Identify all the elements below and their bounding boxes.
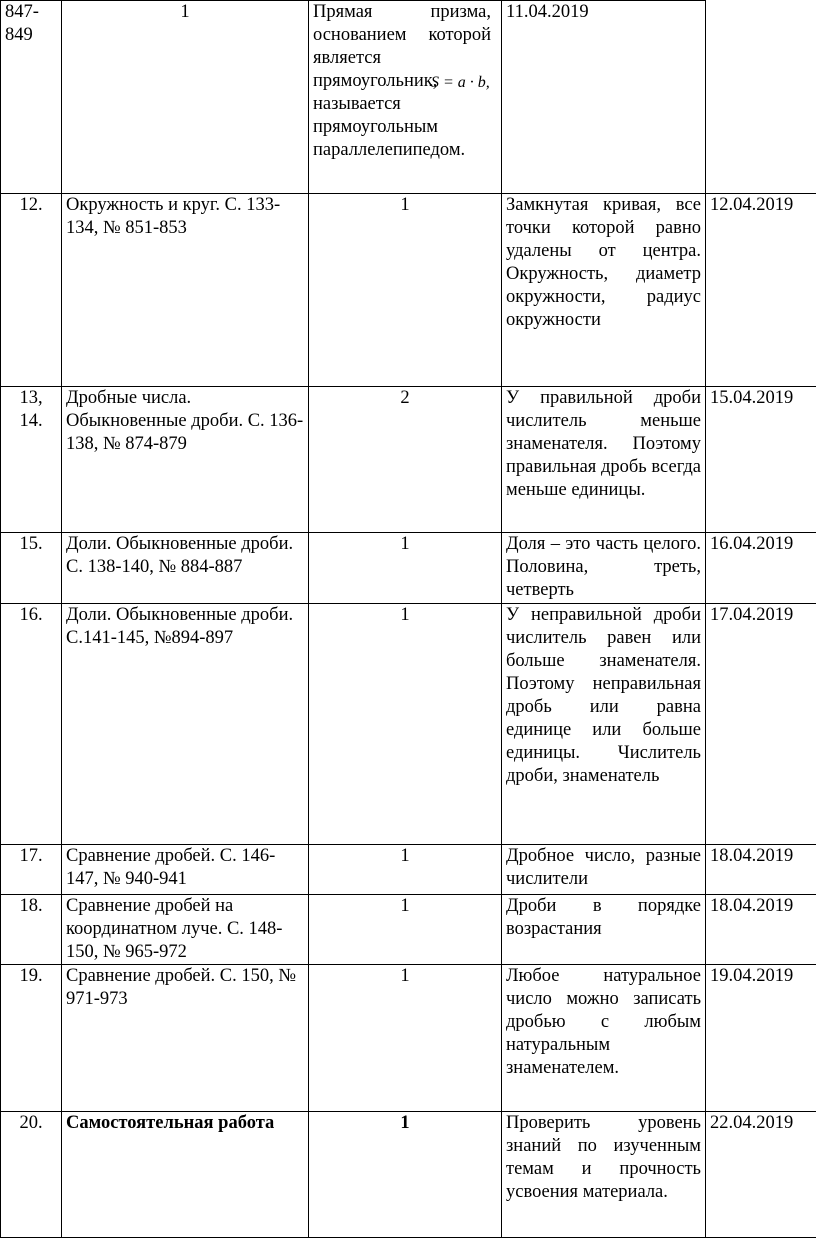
row-description: Доля – это часть целого. Половина, треть, четверть <box>502 533 706 604</box>
row-hours: 1 <box>309 194 502 387</box>
row-number: 17. <box>1 845 62 895</box>
row-description: У правильной дроби числитель меньше знаменателя. Поэтому правильная дробь всегда меньше единицы. <box>502 387 706 533</box>
row-number: 19. <box>1 965 62 1112</box>
row-date: 18.04.2019 <box>706 845 816 895</box>
table-row <box>1 845 816 895</box>
row-hours: 1 <box>309 533 502 604</box>
row-number: 18. <box>1 895 62 965</box>
row-date: 22.04.2019 <box>706 1112 816 1238</box>
row-date: 11.04.2019 <box>502 1 706 194</box>
row-date: 15.04.2019 <box>706 387 816 533</box>
row-hours: 1 <box>309 604 502 845</box>
row-date: 17.04.2019 <box>706 604 816 845</box>
row-number: 20. <box>1 1112 62 1238</box>
table-row <box>1 533 816 604</box>
table-row <box>1 1 816 194</box>
row-topic: Сравнение дробей на координатном луче. С. 148-150, № 965-972 <box>62 895 309 965</box>
row-topic: Окружность и круг. С. 133-134, № 851-853 <box>62 194 309 387</box>
row-description: Дробное число, разные числители <box>502 845 706 895</box>
table-row <box>1 604 816 845</box>
row-topic: Сравнение дробей. С. 146-147, № 940-941 <box>62 845 309 895</box>
row-hours: 1 <box>309 965 502 1112</box>
table-row <box>1 194 816 387</box>
row-topic: Дробные числа. Обыкновенные дроби. С. 136-138, № 874-879 <box>62 387 309 533</box>
table-row <box>1 387 816 533</box>
row-description: Любое натуральное число можно записать дробью с любым натуральным знаменателем. <box>502 965 706 1112</box>
row-hours: 1 <box>309 895 502 965</box>
row-topic: Доли. Обыкновенные дроби. С.141-145, №894-897 <box>62 604 309 845</box>
row-description: Дроби в порядке возрастания <box>502 895 706 965</box>
row-date: 16.04.2019 <box>706 533 816 604</box>
row-number: 12. <box>1 194 62 387</box>
table-row <box>1 965 816 1112</box>
row-topic: Сравнение дробей. С. 150, № 971-973 <box>62 965 309 1112</box>
row-description: Замкнутая кривая, все точки которой равно удалены от центра. Окружность, диаметр окружности, радиус окружности <box>502 194 706 387</box>
row-number: 13, 14. <box>1 387 62 533</box>
table-row <box>1 1112 816 1238</box>
row-description: Проверить уровень знаний по изученным темам и прочность усвоения материала. <box>502 1112 706 1238</box>
row-hours: 1 <box>309 845 502 895</box>
row-number: 847-849 <box>1 1 62 194</box>
row-number: 15. <box>1 533 62 604</box>
row-topic: Самостоятельная работа <box>62 1112 309 1238</box>
row-hours: 2 <box>309 387 502 533</box>
row-hours: 1 <box>62 1 309 194</box>
row-description: У неправильной дроби числитель равен или больше знаменателя. Поэтому неправильная дробь или равна единице или больше единицы. Числитель дроби, знаменатель <box>502 604 706 845</box>
row-number: 16. <box>1 604 62 845</box>
row-date: 18.04.2019 <box>706 895 816 965</box>
table-row <box>1 895 816 965</box>
row-date: 12.04.2019 <box>706 194 816 387</box>
row-hours: 1 <box>309 1112 502 1238</box>
row-date: 19.04.2019 <box>706 965 816 1112</box>
row-description: Прямая призма, основанием которой является прямоугольник, называется прямоугольным параллелепипедом. S = a · b, <box>309 1 502 194</box>
area-formula: S = a · b, <box>431 74 490 91</box>
empty-cell <box>706 1 816 194</box>
row-topic: Доли. Обыкновенные дроби. С. 138-140, № 884-887 <box>62 533 309 604</box>
